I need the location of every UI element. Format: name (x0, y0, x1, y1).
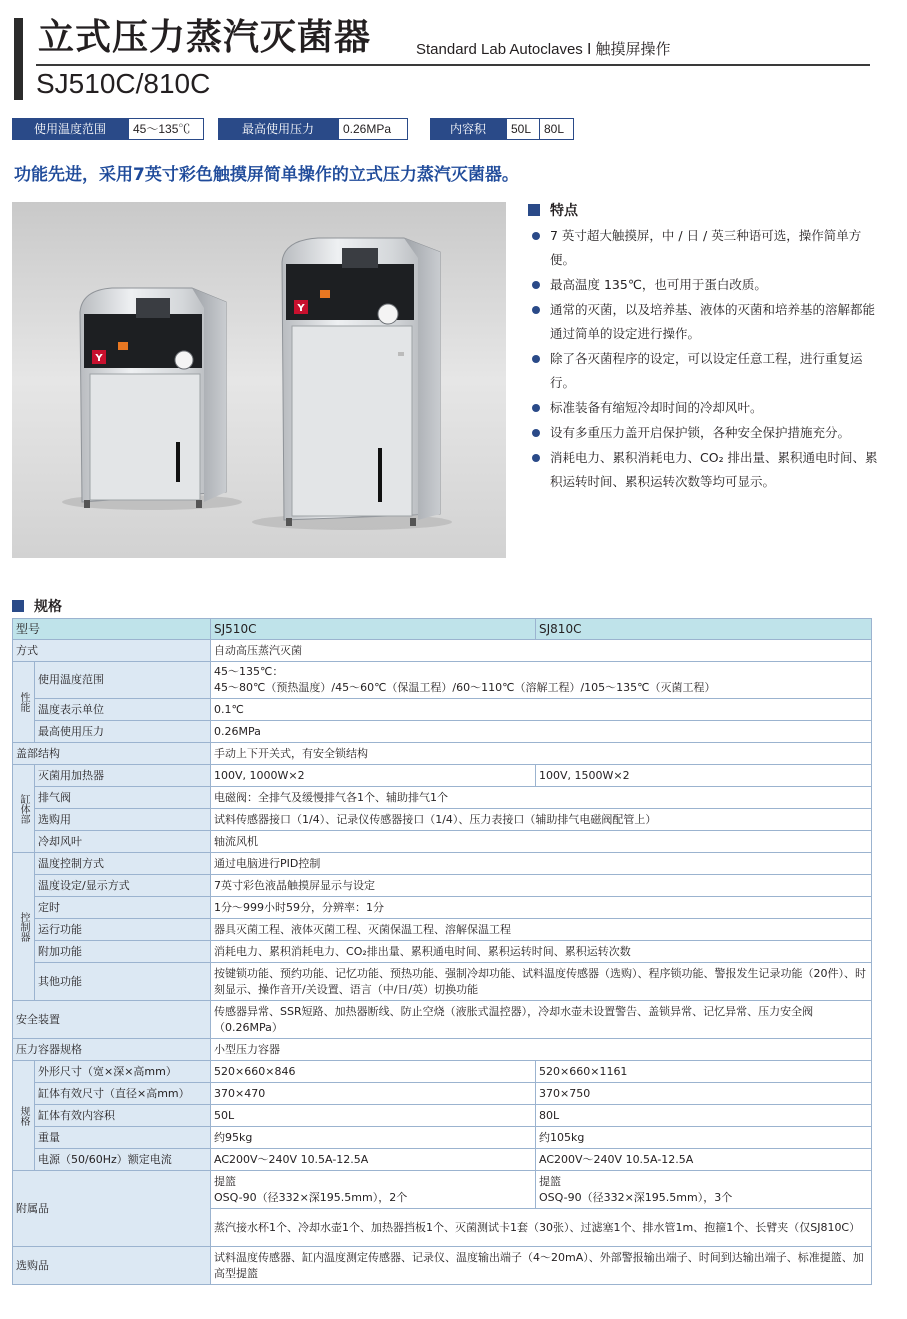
table-cell: 传感器异常、SSR短路、加热器断线、防止空烧（液胀式温控器），冷却水壶未设置警告、盖锁异常、记忆异常、压力安全阀（0.26MPa） (211, 1001, 872, 1039)
table-row-label: 温度设定/显示方式 (35, 875, 211, 897)
table-row (13, 919, 872, 941)
pill-label: 使用温度范围 (12, 118, 128, 140)
autoclave-illustration (12, 202, 506, 558)
table-row (13, 897, 872, 919)
table-row-label: 盖部结构 (13, 743, 211, 765)
table-row (13, 1247, 872, 1285)
svg-text:Y: Y (297, 303, 305, 314)
table-row-label: 选购用 (35, 809, 211, 831)
table-cell: 电磁阀：全排气及缓慢排气各1个、辅助排气1个 (211, 787, 872, 809)
svg-text:Y: Y (95, 353, 103, 364)
table-cell: 试料温度传感器、缸内温度测定传感器、记录仪、温度输出端子（4～20mA）、外部警报输出端子、时间到达输出端子、标准提篮、加高型提篮 (211, 1247, 872, 1285)
table-row (13, 787, 872, 809)
table-row-label: 使用温度范围 (35, 662, 211, 699)
table-cell: 提篮 OSQ-90（径332×深195.5mm），3个 (536, 1171, 872, 1209)
feature-item: 7 英寸超大触摸屏，中 / 日 / 英三种语可选，操作简单方便。 (530, 224, 880, 272)
table-row (13, 831, 872, 853)
header-accent-bar (14, 18, 23, 100)
features-heading (528, 200, 578, 220)
table-row (13, 1149, 872, 1171)
pill-value: 45～135℃ (128, 118, 204, 140)
table-row (13, 809, 872, 831)
group-label: 规格 (13, 1061, 35, 1171)
table-cell: AC200V～240V 10.5A-12.5A (211, 1149, 536, 1171)
page-title: 立式压力蒸汽灭菌器 (38, 17, 372, 58)
table-cell: 小型压力容器 (211, 1039, 872, 1061)
table-cell: 80L (536, 1105, 872, 1127)
pill-volume (430, 118, 574, 140)
table-row-label: 冷却风叶 (35, 831, 211, 853)
table-row (13, 963, 872, 1001)
table-row-label: 其他功能 (35, 963, 211, 1001)
feature-item: 设有多重压力盖开启保护锁，各种安全保护措施充分。 (530, 421, 880, 445)
product-photo (12, 202, 506, 558)
square-bullet-icon (528, 204, 540, 216)
spec-table (12, 618, 872, 1285)
table-cell: 0.26MPa (211, 721, 872, 743)
table-cell: 100V, 1000W×2 (211, 765, 536, 787)
group-label: 控制器 (13, 853, 35, 1001)
table-row-label: 最高使用压力 (35, 721, 211, 743)
table-row-label: 排气阀 (35, 787, 211, 809)
table-row-label: 温度控制方式 (35, 853, 211, 875)
table-row-label: 温度表示单位 (35, 699, 211, 721)
table-cell: 通过电脑进行PID控制 (211, 853, 872, 875)
model-2-header: SJ810C (536, 619, 872, 640)
model-number: SJ510C/810C (36, 68, 211, 99)
square-bullet-icon (12, 600, 24, 612)
table-row (13, 1061, 872, 1083)
table-cell: 约105kg (536, 1127, 872, 1149)
table-row (13, 699, 872, 721)
feature-item: 标准装备有缩短冷却时间的冷却风叶。 (530, 396, 880, 420)
table-cell: 0.1℃ (211, 699, 872, 721)
table-cell: 45～135℃： 45～80℃（预热温度）/45～60℃（保温工程）/60～110℃（溶解工程）/105～135℃（灭菌工程） (211, 662, 872, 699)
spec-heading (12, 596, 62, 616)
pill-value: 50L (506, 118, 540, 140)
table-row (13, 721, 872, 743)
table-row (13, 941, 872, 963)
table-cell: 按键锁功能、预约功能、记忆功能、预热功能、强制冷却功能、试料温度传感器（选购）、程序锁功能、警报发生记录功能（20件）、时刻显示、操作音开/关设置、语言（中/日/英）切换功能 (211, 963, 872, 1001)
table-cell: 100V, 1500W×2 (536, 765, 872, 787)
feature-item: 消耗电力、累积消耗电力、CO₂ 排出量、累积通电时间、累积运转时间、累积运转次数等均可显示。 (530, 446, 880, 494)
table-row (13, 662, 872, 699)
table-row-label: 方式 (13, 640, 211, 662)
table-row-label: 缸体有效尺寸（直径×高mm） (35, 1083, 211, 1105)
table-row-label: 缸体有效内容积 (35, 1105, 211, 1127)
pill-value: 0.26MPa (338, 118, 408, 140)
table-header-row (13, 619, 872, 640)
table-row (13, 765, 872, 787)
table-row (13, 853, 872, 875)
table-row (13, 1171, 872, 1209)
table-row-label: 附属品 (13, 1171, 211, 1247)
table-row-label: 重量 (35, 1127, 211, 1149)
table-cell: 520×660×846 (211, 1061, 536, 1083)
table-row-label: 选购品 (13, 1247, 211, 1285)
table-cell: 器具灭菌工程、液体灭菌工程、灭菌保温工程、溶解保温工程 (211, 919, 872, 941)
pill-value: 80L (540, 118, 574, 140)
table-row (13, 1039, 872, 1061)
table-row (13, 1083, 872, 1105)
table-cell: 自动高压蒸汽灭菌 (211, 640, 872, 662)
table-row-label: 压力容器规格 (13, 1039, 211, 1061)
table-row (13, 640, 872, 662)
table-cell: 50L (211, 1105, 536, 1127)
table-row-label: 外形尺寸（宽×深×高mm） (35, 1061, 211, 1083)
table-cell: 手动上下开关式，有安全锁结构 (211, 743, 872, 765)
table-row-label: 电源（50/60Hz）额定电流 (35, 1149, 211, 1171)
table-row (13, 1127, 872, 1149)
table-cell: 7英寸彩色液晶触摸屏显示与设定 (211, 875, 872, 897)
pill-label: 最高使用压力 (218, 118, 338, 140)
table-row-label: 运行功能 (35, 919, 211, 941)
page-subtitle: Standard Lab Autoclaves Ⅰ 触摸屏操作 (416, 41, 671, 58)
table-cell: 蒸汽接水杯1个、冷却水壶1个、加热器挡板1个、灭菌测试卡1套（30张）、过滤塞1个、排水管1m、抱箍1个、长臂夹（仅SJ810C） (211, 1209, 872, 1247)
feature-item: 除了各灭菌程序的设定，可以设定任意工程，进行重复运行。 (530, 347, 880, 395)
group-label: 性能 (13, 662, 35, 743)
table-cell: 370×750 (536, 1083, 872, 1105)
table-cell: 约95kg (211, 1127, 536, 1149)
table-row-label: 定时 (35, 897, 211, 919)
table-cell: 370×470 (211, 1083, 536, 1105)
feature-item: 最高温度 135℃，也可用于蛋白改质。 (530, 273, 880, 297)
feature-item: 通常的灭菌，以及培养基、液体的灭菌和培养基的溶解都能通过简单的设定进行操作。 (530, 298, 880, 346)
table-row-label: 型号 (13, 619, 211, 640)
table-row-label: 安全装置 (13, 1001, 211, 1039)
table-cell: 消耗电力、累积消耗电力、CO₂排出量、累积通电时间、累积运转时间、累积运转次数 (211, 941, 872, 963)
table-row-label: 灭菌用加热器 (35, 765, 211, 787)
pill-label: 内容积 (430, 118, 506, 140)
pill-temp-range (12, 118, 204, 140)
table-cell: 轴流风机 (211, 831, 872, 853)
model-1-header: SJ510C (211, 619, 536, 640)
table-cell: 试料传感器接口（1/4）、记录仪传感器接口（1/4）、压力表接口（辅助排气电磁阀配管上） (211, 809, 872, 831)
table-row (13, 743, 872, 765)
table-cell: 1分～999小时59分，分辨率：1分 (211, 897, 872, 919)
table-row-label: 附加功能 (35, 941, 211, 963)
table-cell: AC200V～240V 10.5A-12.5A (536, 1149, 872, 1171)
table-row (13, 1105, 872, 1127)
table-cell: 520×660×1161 (536, 1061, 872, 1083)
pill-max-pressure (218, 118, 408, 140)
features-heading-label: 特点 (550, 203, 578, 219)
spec-heading-label: 规格 (34, 599, 62, 615)
table-cell: 提篮 OSQ-90（径332×深195.5mm），2个 (211, 1171, 536, 1209)
tagline: 功能先进，采用7英寸彩色触摸屏简单操作的立式压力蒸汽灭菌器。 (14, 165, 519, 185)
features-list (530, 224, 880, 495)
table-row (13, 875, 872, 897)
group-label: 缸体部 (13, 765, 35, 853)
table-row (13, 1001, 872, 1039)
